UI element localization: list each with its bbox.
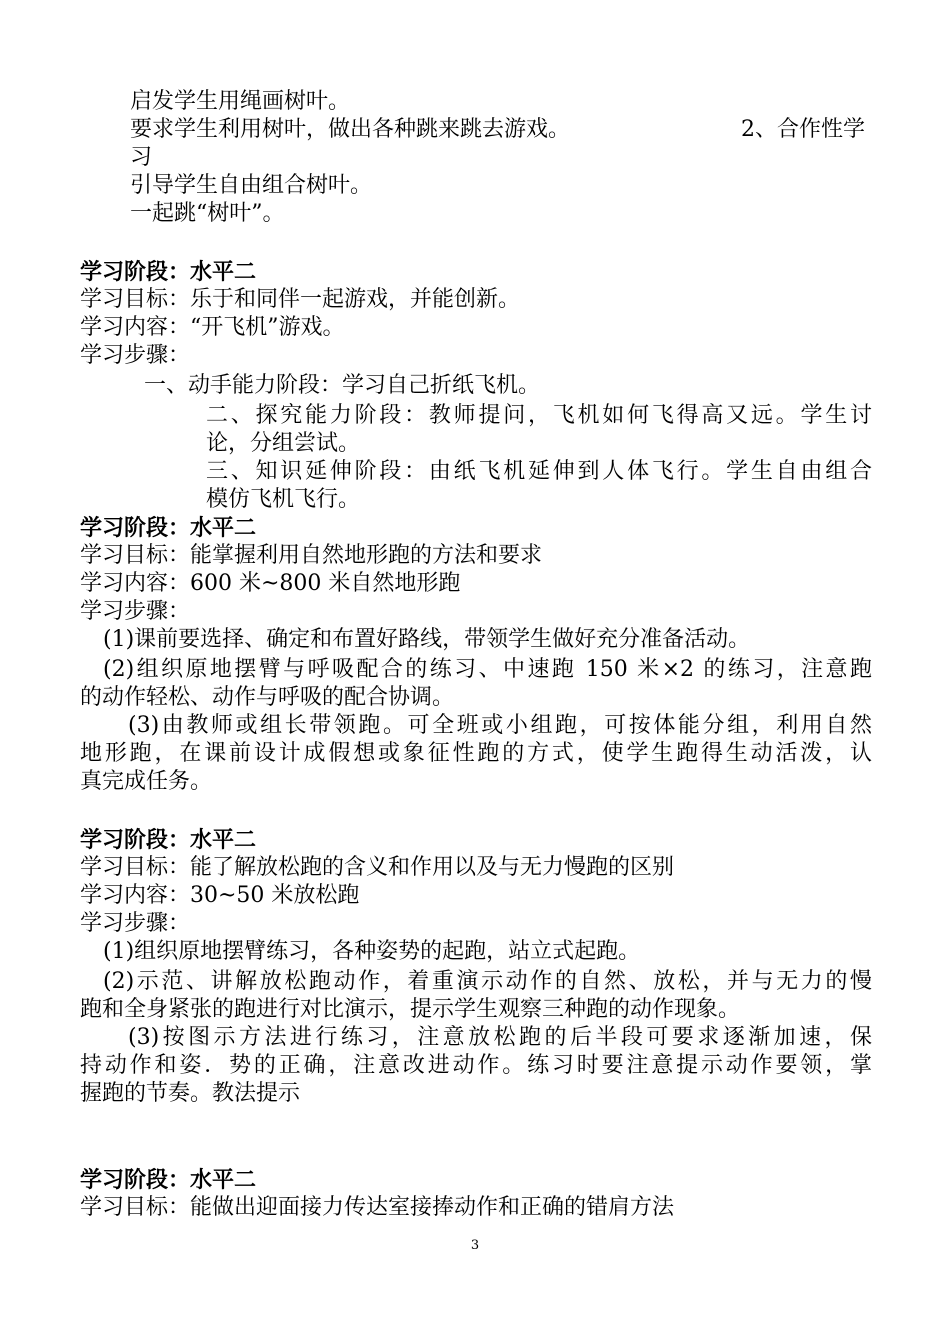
section-3-para-3a: (3)按图示方法进行练习，注意放松跑的后半段可要求逐渐加速，保: [128, 1025, 872, 1050]
intro-line-4: 引导学生自由组合树叶。: [130, 173, 373, 198]
intro-line-2-right: 2、合作性学: [741, 117, 865, 142]
section-1-content: 学习内容：“开飞机”游戏。: [80, 315, 345, 340]
section-3-para-3c: 握跑的节奏。教法提示: [80, 1081, 301, 1106]
page-number: 3: [470, 1238, 480, 1253]
intro-line-5: 一起跳“树叶”。: [130, 201, 285, 226]
section-1-stage: 学习阶段：水平二: [80, 259, 257, 285]
section-3-stage: 学习阶段：水平二: [80, 827, 257, 853]
intro-line-2: 要求学生利用树叶，做出各种跳来跳去游戏。: [130, 117, 571, 142]
section-2-goal: 学习目标：能掌握利用自然地形跑的方法和要求: [80, 543, 543, 568]
section-1-step-3a: 三、知识延伸阶段：由纸飞机延伸到人体飞行。学生自由组合: [206, 459, 872, 484]
section-3-goal: 学习目标：能了解放松跑的含义和作用以及与无力慢跑的区别: [80, 855, 675, 880]
section-1-steps-label: 学习步骤：: [80, 343, 191, 368]
section-2-para-1: (1)课前要选择、确定和布置好路线，带领学生做好充分准备活动。: [103, 627, 751, 652]
section-3-para-1: (1)组织原地摆臂练习，各种姿势的起跑，站立式起跑。: [103, 939, 641, 964]
section-2-steps-label: 学习步骤：: [80, 599, 191, 624]
section-1-step-2b: 论，分组尝试。: [206, 431, 361, 456]
section-4-goal: 学习目标：能做出迎面接力传达室接捧动作和正确的错肩方法: [80, 1195, 675, 1220]
section-2-content: 学习内容：600 米~800 米自然地形跑: [80, 571, 461, 596]
section-2-para-3a: (3)由教师或组长带领跑。可全班或小组跑，可按体能分组，利用自然: [128, 713, 872, 738]
section-1-step-2a: 二、探究能力阶段：教师提问，飞机如何飞得高又远。学生讨: [206, 403, 872, 428]
section-3-content: 学习内容：30~50 米放松跑: [80, 883, 360, 908]
section-4-stage: 学习阶段：水平二: [80, 1167, 257, 1193]
section-1-step-1: 一、动手能力阶段：学习自己折纸飞机。: [144, 373, 541, 398]
section-2-para-2b: 的动作轻松、动作与呼吸的配合协调。: [80, 685, 455, 710]
section-3-para-2a: (2)示范、讲解放松跑动作，着重演示动作的自然、放松，并与无力的慢: [103, 969, 872, 994]
section-2-stage: 学习阶段：水平二: [80, 515, 257, 541]
section-3-steps-label: 学习步骤：: [80, 911, 191, 936]
intro-line-1: 启发学生用绳画树叶。: [130, 89, 351, 114]
section-1-step-3b: 模仿飞机飞行。: [206, 487, 361, 512]
section-3-para-2b: 跑和全身紧张的跑进行对比演示，提示学生观察三种跑的动作现象。: [80, 997, 741, 1022]
section-2-para-3c: 真完成任务。: [80, 769, 213, 794]
intro-line-3: 习: [130, 145, 153, 170]
section-2-para-2a: (2)组织原地摆臂与呼吸配合的练习、中速跑 150 米×2 的练习，注意跑: [103, 657, 872, 682]
section-1-goal: 学习目标：乐于和同伴一起游戏，并能创新。: [80, 287, 521, 312]
section-3-para-3b: 持动作和姿．势的正确，注意改进动作。练习时要注意提示动作要领，掌: [80, 1053, 872, 1078]
section-2-para-3b: 地形跑，在课前设计成假想或象征性跑的方式，使学生跑得生动活泼，认: [80, 741, 872, 766]
